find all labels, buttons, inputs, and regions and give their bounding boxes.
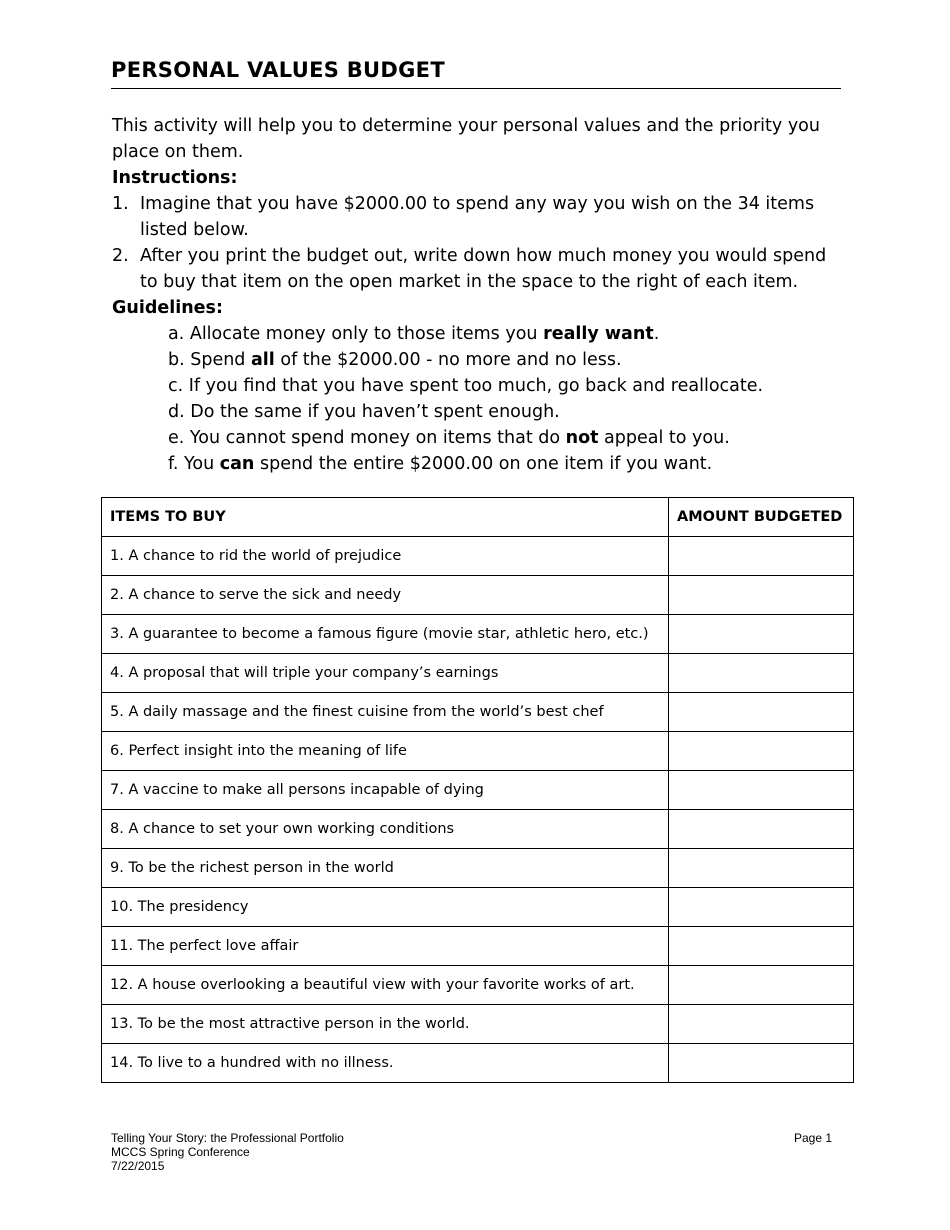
- guideline-d: d. Do the same if you haven’t spent enough.: [168, 402, 560, 422]
- amount-budgeted-cell[interactable]: [669, 693, 854, 732]
- budget-item: 11. The perfect love affair: [102, 927, 669, 966]
- amount-budgeted-cell[interactable]: [669, 576, 854, 615]
- table-header-row: [102, 498, 854, 537]
- guideline-text: of the $2000.00 - no more and no less.: [274, 350, 622, 370]
- budget-item: 2. A chance to serve the sick and needy: [102, 576, 669, 615]
- amount-budgeted-cell[interactable]: [669, 1044, 854, 1083]
- instructions-heading: Instructions:: [112, 168, 238, 188]
- guideline-text: appeal to you.: [598, 428, 730, 448]
- amount-budgeted-cell[interactable]: [669, 654, 854, 693]
- guideline-text: b. Spend: [168, 350, 251, 370]
- footer-date: 7/22/2015: [111, 1159, 165, 1173]
- guideline-text: spend the entire $2000.00 on one item if you want.: [254, 454, 713, 474]
- guideline-emphasis: all: [250, 350, 275, 370]
- table-row: [102, 537, 854, 576]
- budget-item: 12. A house overlooking a beautiful view with your favorite works of art.: [102, 966, 669, 1005]
- amount-budgeted-cell[interactable]: [669, 966, 854, 1005]
- amount-budgeted-cell[interactable]: [669, 615, 854, 654]
- table-row: [102, 1005, 854, 1044]
- table-row: [102, 615, 854, 654]
- budget-item: 8. A chance to set your own working conditions: [102, 810, 669, 849]
- intro-paragraph: This activity will help you to determine your personal values and the priority you place on them.: [112, 116, 820, 162]
- table-row: [102, 1044, 854, 1083]
- table-row: [102, 849, 854, 888]
- amount-budgeted-cell[interactable]: [669, 849, 854, 888]
- table-row: [102, 654, 854, 693]
- guideline-emphasis: can: [219, 454, 255, 474]
- guideline-emphasis: really want: [543, 324, 654, 344]
- table-row: [102, 927, 854, 966]
- amount-budgeted-cell[interactable]: [669, 888, 854, 927]
- table-row: [102, 576, 854, 615]
- budget-item: 5. A daily massage and the finest cuisine from the world’s best chef: [102, 693, 669, 732]
- instruction-item: [112, 191, 842, 243]
- guidelines-heading: Guidelines:: [112, 298, 223, 318]
- guideline-f: [168, 451, 842, 477]
- amount-budgeted-cell[interactable]: [669, 810, 854, 849]
- guideline-emphasis: not: [565, 428, 599, 448]
- page-title: PERSONAL VALUES BUDGET: [111, 58, 445, 82]
- guideline-text: .: [653, 324, 660, 344]
- budget-item: 13. To be the most attractive person in the world.: [102, 1005, 669, 1044]
- instruction-number: 1.: [112, 194, 129, 214]
- title-divider: [111, 88, 841, 89]
- budget-table: [101, 497, 854, 1083]
- amount-budgeted-cell[interactable]: [669, 771, 854, 810]
- table-row: [102, 810, 854, 849]
- guideline-a: [168, 321, 842, 347]
- budget-rows: [102, 537, 854, 1083]
- instruction-text: After you print the budget out, write down how much money you would spend to buy that item on the open market in the space to the right of each item.: [140, 246, 827, 292]
- budget-item: 9. To be the richest person in the world: [102, 849, 669, 888]
- guideline-c: c. If you find that you have spent too much, go back and reallocate.: [168, 376, 764, 396]
- budget-item: 14. To live to a hundred with no illness.: [102, 1044, 669, 1083]
- amount-budgeted-cell[interactable]: [669, 537, 854, 576]
- footer-info: [111, 1131, 344, 1173]
- amount-budgeted-cell[interactable]: [669, 1005, 854, 1044]
- amount-budgeted-cell[interactable]: [669, 732, 854, 771]
- guideline-text: f. You: [168, 454, 220, 474]
- table-row: [102, 693, 854, 732]
- budget-item: 6. Perfect insight into the meaning of life: [102, 732, 669, 771]
- footer-conference: MCCS Spring Conference: [111, 1145, 250, 1159]
- table-row: [102, 732, 854, 771]
- budget-item: 4. A proposal that will triple your company’s earnings: [102, 654, 669, 693]
- guideline-text: e. You cannot spend money on items that do: [168, 428, 566, 448]
- table-row: [102, 771, 854, 810]
- budget-item: 1. A chance to rid the world of prejudice: [102, 537, 669, 576]
- guideline-text: a. Allocate money only to those items you: [168, 324, 544, 344]
- intro-section: [112, 113, 842, 477]
- table-row: [102, 888, 854, 927]
- footer-course-title: Telling Your Story: the Professional Portfolio: [111, 1131, 344, 1145]
- items-column-header: ITEMS TO BUY: [102, 498, 669, 537]
- table-row: [102, 966, 854, 1005]
- amount-budgeted-cell[interactable]: [669, 927, 854, 966]
- instruction-number: 2.: [112, 246, 129, 266]
- amount-column-header: AMOUNT BUDGETED: [669, 498, 854, 537]
- budget-item: 3. A guarantee to become a famous figure (movie star, athletic hero, etc.): [102, 615, 669, 654]
- guideline-e: [168, 425, 842, 451]
- instruction-item: [112, 243, 842, 295]
- page-number: Page 1: [794, 1131, 833, 1145]
- guidelines-list: [112, 321, 842, 477]
- guideline-b: [168, 347, 842, 373]
- budget-item: 7. A vaccine to make all persons incapable of dying: [102, 771, 669, 810]
- budget-item: 10. The presidency: [102, 888, 669, 927]
- instruction-text: Imagine that you have $2000.00 to spend any way you wish on the 34 items listed below.: [140, 194, 815, 240]
